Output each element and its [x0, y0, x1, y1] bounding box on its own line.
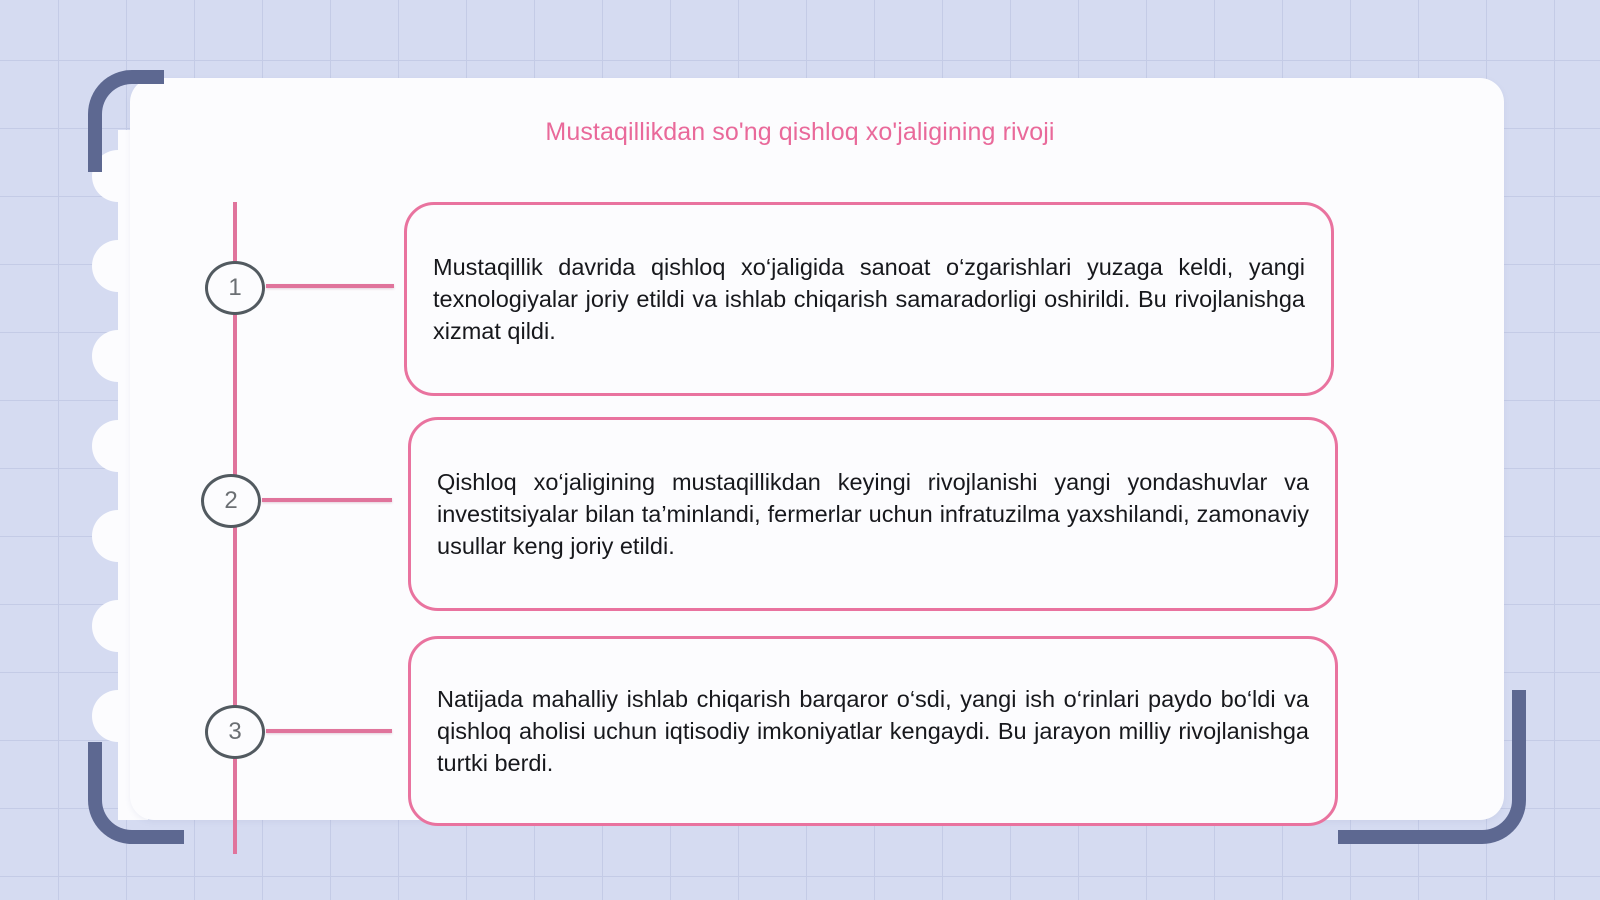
- timeline-connector-1: [266, 284, 394, 288]
- corner-bracket-bottom-left: [88, 742, 184, 844]
- step-number-1: 1: [205, 261, 265, 315]
- step-number-2: 2: [201, 474, 261, 528]
- corner-bracket-bottom-right: [1338, 690, 1526, 844]
- timeline-card-2: [408, 417, 1338, 611]
- timeline-connector-3: [266, 729, 392, 733]
- step-number-3: 3: [205, 705, 265, 759]
- timeline-card-text-2: Qishloq xo‘jaligining mustaqillikdan keyingi rivojlanishi yangi yondashuvlar va investitsiyalar bilan ta’minlandi, fermerlar uchun infratuzilma yaxshilandi, zamonaviy usullar keng joriy etildi.: [437, 469, 1309, 559]
- corner-bracket-top-left: [88, 70, 164, 172]
- timeline-card-3: [408, 636, 1338, 826]
- timeline-card-text-1: Mustaqillik davrida qishloq xo‘jaligida sanoat o‘zgarishlari yuzaga keldi, yangi texnologiyalar joriy etildi va ishlab chiqarish samaradorligi oshirildi. Bu rivojlanishga xizmat qildi.: [433, 254, 1305, 344]
- slide-title: Mustaqillikdan so'ng qishloq xo'jaligining rivoji: [545, 118, 1055, 146]
- timeline-card-text-3: Natijada mahalliy ishlab chiqarish barqaror o‘sdi, yangi ish o‘rinlari paydo bo‘ldi va qishloq aholisi uchun iqtisodiy imkoniyatlar kengaydi. Bu jarayon milliy rivojlanishga turtki berdi.: [437, 686, 1309, 776]
- timeline-connector-2: [262, 498, 392, 502]
- timeline-card-1: [404, 202, 1334, 396]
